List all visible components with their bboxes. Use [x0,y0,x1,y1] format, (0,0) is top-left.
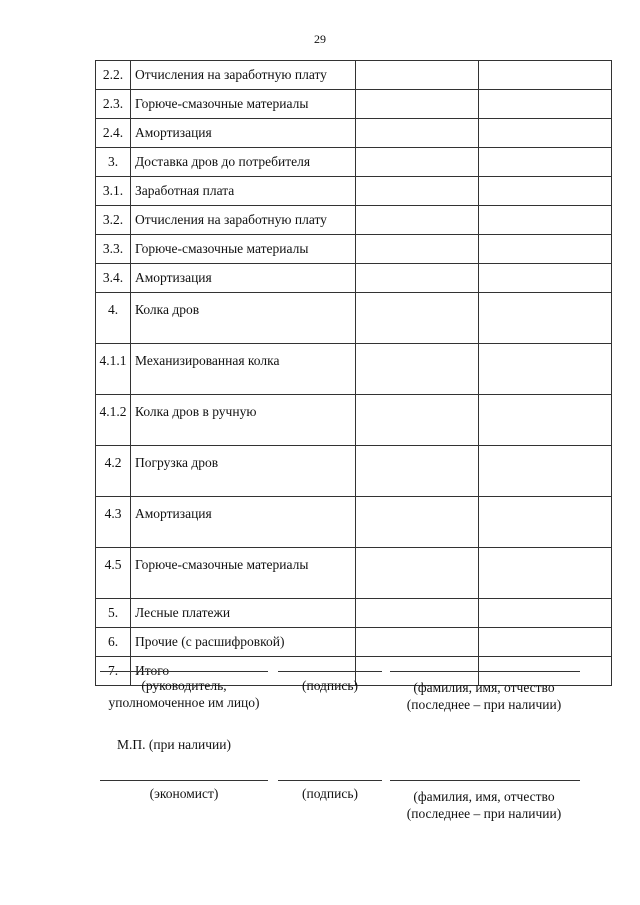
table-row [96,395,612,446]
row-number: 4. [96,293,131,344]
row-number: 4.2 [96,446,131,497]
row-name: Отчисления на заработную плату [131,61,356,90]
economist-fio-line [390,780,580,781]
row-name: Доставка дров до потребителя [131,148,356,177]
value-cell-1 [356,119,479,148]
economist-fio-label: (фамилия, имя, отчество (последнее – при наличии) [406,789,562,821]
value-cell-2 [479,548,612,599]
value-cell-2 [479,497,612,548]
table-row [96,344,612,395]
value-cell-2 [479,599,612,628]
table-row [96,177,612,206]
table-row [96,235,612,264]
value-cell-1 [356,293,479,344]
row-name: Амортизация [131,264,356,293]
value-cell-2 [479,344,612,395]
row-name: Амортизация [131,119,356,148]
value-cell-1 [356,344,479,395]
economist-role-line [100,780,268,781]
table-row [96,293,612,344]
page-number: 29 [314,32,326,46]
row-name: Колка дров [131,293,356,344]
value-cell-1 [356,446,479,497]
table-row [96,206,612,235]
head-fio-label: (фамилия, имя, отчество (последнее – при наличии) [406,680,562,712]
head-role-label: (руководитель, уполномоченное им лицо) [108,678,260,710]
value-cell-2 [479,177,612,206]
row-number: 4.1.1 [96,344,131,395]
head-signature-label: (подпись) [301,678,359,693]
row-name: Амортизация [131,497,356,548]
value-cell-2 [479,395,612,446]
row-name: Прочие (с расшифровкой) [131,628,356,657]
row-number: 2.3. [96,90,131,119]
row-number: 2.4. [96,119,131,148]
value-cell-2 [479,235,612,264]
table-row [96,119,612,148]
row-number: 4.3 [96,497,131,548]
value-cell-1 [356,235,479,264]
head-fio-line [390,671,580,672]
value-cell-1 [356,61,479,90]
table-row [96,628,612,657]
value-cell-2 [479,293,612,344]
value-cell-2 [479,206,612,235]
value-cell-1 [356,628,479,657]
table-row [96,548,612,599]
head-signature-line [278,671,382,672]
table-row [96,90,612,119]
row-name: Заработная плата [131,177,356,206]
row-name: Отчисления на заработную плату [131,206,356,235]
row-name: Колка дров в ручную [131,395,356,446]
row-name: Лесные платежи [131,599,356,628]
value-cell-2 [479,148,612,177]
row-number: 2.2. [96,61,131,90]
row-name: Горюче-смазочные материалы [131,548,356,599]
cost-table-body [96,61,612,686]
row-number: 6. [96,628,131,657]
table-row [96,497,612,548]
value-cell-1 [356,548,479,599]
table-row [96,264,612,293]
row-number: 3.2. [96,206,131,235]
head-role-line [100,671,268,672]
stamp-note: М.П. (при наличии) [117,737,231,752]
row-name: Горюче-смазочные материалы [131,235,356,264]
value-cell-2 [479,446,612,497]
row-number: 3.4. [96,264,131,293]
row-number: 3.1. [96,177,131,206]
row-number: 3.3. [96,235,131,264]
value-cell-2 [479,119,612,148]
row-number: 7. [96,657,131,686]
row-name: Итого [131,657,356,686]
value-cell-1 [356,177,479,206]
table-row [96,148,612,177]
row-name: Механизированная колка [131,344,356,395]
value-cell-2 [479,264,612,293]
value-cell-1 [356,497,479,548]
value-cell-1 [356,395,479,446]
table-row [96,446,612,497]
economist-signature-label: (подпись) [301,786,359,801]
value-cell-1 [356,148,479,177]
row-name: Горюче-смазочные материалы [131,90,356,119]
value-cell-2 [479,61,612,90]
row-number: 5. [96,599,131,628]
value-cell-2 [479,90,612,119]
economist-signature-line [278,780,382,781]
table-row [96,599,612,628]
value-cell-1 [356,599,479,628]
value-cell-2 [479,628,612,657]
value-cell-1 [356,90,479,119]
row-number: 4.1.2 [96,395,131,446]
row-name: Погрузка дров [131,446,356,497]
value-cell-1 [356,264,479,293]
row-number: 3. [96,148,131,177]
cost-table [95,60,612,686]
value-cell-1 [356,206,479,235]
row-number: 4.5 [96,548,131,599]
table-row [96,61,612,90]
economist-role-label: (экономист) [149,786,219,801]
